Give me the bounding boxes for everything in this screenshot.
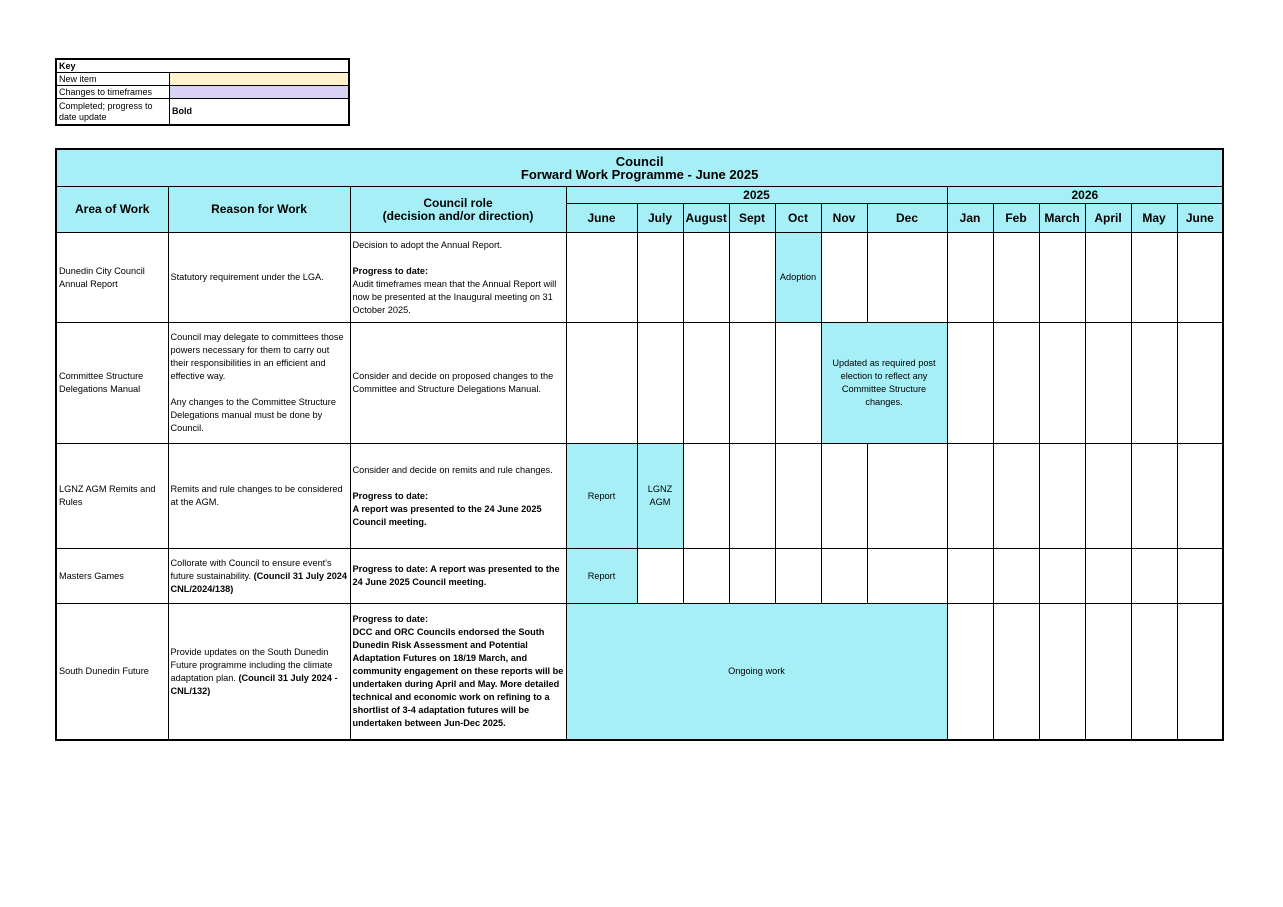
schedule-cell [729,323,775,444]
month-header: Feb [993,204,1039,233]
reason-paragraph-1: Council may delegate to committees those powers necessary for them to carry out their responsibilities in an efficient and effective way. [170,332,344,381]
key-title: Key [56,59,349,73]
role-cell: Consider and decide on proposed changes to the Committee and Structure Delegations Manual. [350,323,566,444]
schedule-cell [637,233,683,323]
month-header: Jan [947,204,993,233]
month-header: Nov [821,204,867,233]
schedule-cell [947,323,993,444]
key-label-changes: Changes to timeframes [56,86,170,99]
month-header: April [1085,204,1131,233]
table-row [56,444,1223,549]
schedule-cell [1039,604,1085,741]
schedule-cell [775,549,821,604]
schedule-cell [729,233,775,323]
schedule-cell [1039,233,1085,323]
table-row [56,549,1223,604]
schedule-cell [1177,549,1223,604]
schedule-cell [1177,604,1223,741]
key-value-bold: Bold [170,99,350,126]
title-line-1: Council [615,154,664,169]
schedule-cell [1131,604,1177,741]
col-council-role-line2: (decision and/or direction) [382,208,534,223]
schedule-cell [1131,323,1177,444]
reason-cell: Statutory requirement under the LGA. [168,233,350,323]
schedule-oct-adoption: Adoption [775,233,821,323]
schedule-cell [867,549,947,604]
reason-text: Provide updates on the South Dunedin Future programme including the climate adaptation plan. [170,646,333,683]
schedule-cell [1177,444,1223,549]
schedule-cell [821,549,867,604]
schedule-cell [566,323,637,444]
schedule-cell [775,444,821,549]
forward-work-programme-table [55,148,1224,741]
progress-text: DCC and ORC Councils endorsed the South Dunedin Risk Assessment and Potential Adaptation Futures on 18/19 March, and community engagement on these reports will be undertaken during April and May. More detailed technical and economic work on refining to a shortlist of 3-4 adaptation futures will be undertaken between Jun-Dec 2025. [352,627,564,728]
schedule-june-report: Report [566,549,637,604]
role-cell: Progress to date: A report was presented to the 24 June 2025 Council meeting. [350,549,566,604]
area-cell: LGNZ AGM Remits and Rules [56,444,168,549]
schedule-cell [1177,233,1223,323]
schedule-cell [729,549,775,604]
role-cell [350,444,566,549]
month-header: July [637,204,683,233]
schedule-cell [993,549,1039,604]
reason-cell: Remits and rule changes to be considered at the AGM. [168,444,350,549]
col-area-of-work: Area of Work [56,187,168,233]
key-label-completed: Completed; progress to date update [56,99,170,126]
schedule-cell [947,444,993,549]
schedule-cell [1131,233,1177,323]
schedule-cell [993,323,1039,444]
role-intro: Decision to adopt the Annual Report. [352,239,503,250]
month-header: Sept [729,204,775,233]
schedule-cell [821,444,867,549]
schedule-cell [1131,444,1177,549]
month-header: June [1177,204,1223,233]
area-cell: Masters Games [56,549,168,604]
schedule-cell [1085,549,1131,604]
schedule-cell [1085,604,1131,741]
schedule-cell [683,323,729,444]
area-cell: Dunedin City Council Annual Report [56,233,168,323]
progress-text: Audit timeframes mean that the Annual Report will now be presented at the Inaugural meeting on 31 October 2025. [352,278,557,315]
schedule-cell [947,604,993,741]
schedule-cell [821,233,867,323]
schedule-june-report: Report [566,444,637,549]
schedule-cell [1085,323,1131,444]
schedule-cell [566,233,637,323]
reason-cell [168,549,350,604]
schedule-cell [867,233,947,323]
month-header: Oct [775,204,821,233]
reason-paragraph-2: Any changes to the Committee Structure Delegations manual must be done by Council. [170,397,336,433]
key-swatch-new-item [170,73,350,86]
schedule-cell [683,233,729,323]
month-header: June [566,204,637,233]
schedule-cell [947,549,993,604]
schedule-nov-dec-update: Updated as required post election to reflect any Committee Structure changes. [821,323,947,444]
col-council-role [350,187,566,233]
month-header: May [1131,204,1177,233]
reason-reference: (Council 31 July 2024 CNL/2024/138) [170,570,348,594]
role-intro: Consider and decide on remits and rule changes. [352,464,553,475]
progress-label: Progress to date: [352,490,429,501]
col-reason-for-work: Reason for Work [168,187,350,233]
schedule-cell [1085,233,1131,323]
role-cell [350,233,566,323]
schedule-cell [1039,323,1085,444]
schedule-cell [867,444,947,549]
schedule-july-lgnz-agm: LGNZ AGM [637,444,683,549]
schedule-cell [637,323,683,444]
schedule-cell [775,323,821,444]
reason-cell [168,604,350,741]
schedule-cell [1039,549,1085,604]
title-line-2: Forward Work Programme - June 2025 [520,167,759,182]
schedule-cell [993,444,1039,549]
schedule-cell [1177,323,1223,444]
month-header: August [683,204,729,233]
table-row [56,323,1223,444]
role-cell [350,604,566,741]
reason-reference: (Council 31 July 2024 - CNL/132) [170,672,338,696]
progress-label: Progress to date: [352,614,429,624]
month-header: March [1039,204,1085,233]
table-row [56,233,1223,323]
schedule-cell [729,444,775,549]
key-label-new-item: New item [56,73,170,86]
key-swatch-changes [170,86,350,99]
schedule-cell [1039,444,1085,549]
area-cell: Committee Structure Delegations Manual [56,323,168,444]
schedule-cell [1131,549,1177,604]
schedule-ongoing-work: Ongoing work [566,604,947,741]
progress-text: A report was presented to the 24 June 2025 Council meeting. [352,503,542,527]
progress-label: Progress to date: [352,265,429,276]
schedule-cell [947,233,993,323]
schedule-cell [1085,444,1131,549]
schedule-cell [993,233,1039,323]
schedule-cell [993,604,1039,741]
key-table [55,58,350,126]
schedule-cell [637,549,683,604]
col-council-role-line1: Council role [423,195,493,210]
schedule-cell [683,549,729,604]
table-title [56,149,1223,187]
table-row [56,604,1223,741]
year-2025: 2025 [566,187,947,204]
schedule-cell [683,444,729,549]
area-cell: South Dunedin Future [56,604,168,741]
month-header: Dec [867,204,947,233]
reason-text: Collorate with Council to ensure event's future sustainability. [170,557,332,581]
reason-cell [168,323,350,444]
year-2026: 2026 [947,187,1223,204]
